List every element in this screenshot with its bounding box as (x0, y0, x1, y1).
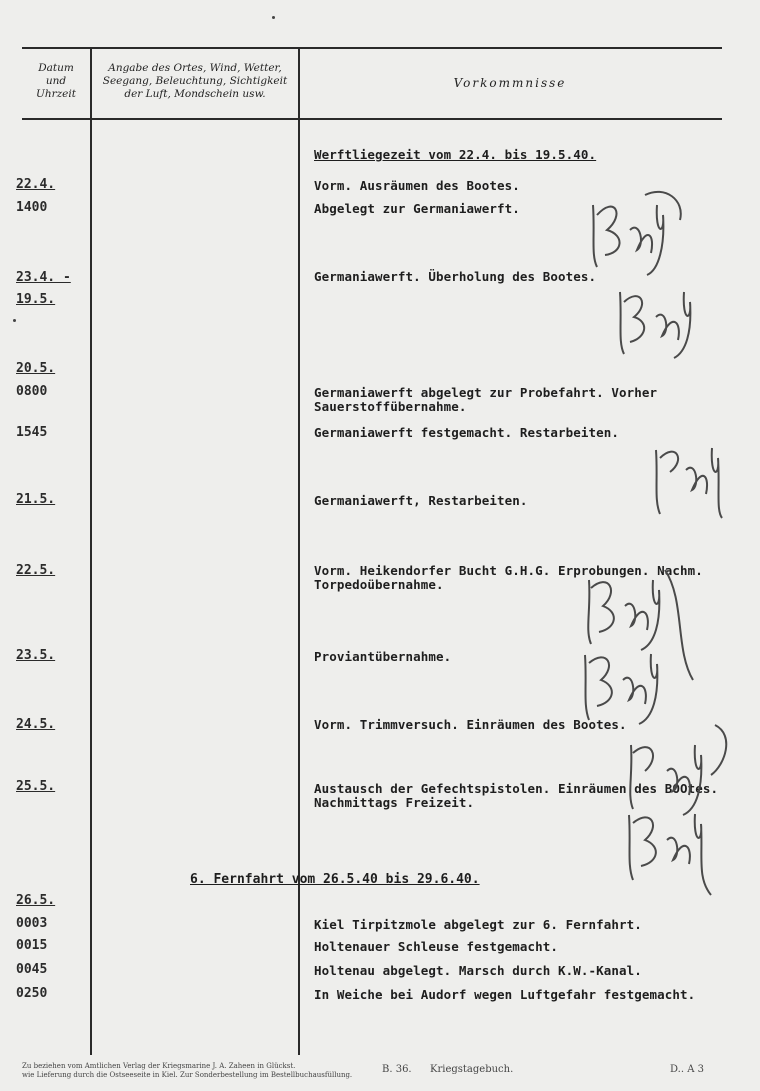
datum-0800: 0800 (16, 384, 48, 399)
entry-1400: Abgelegt zur Germaniawerft. (314, 201, 520, 216)
datum-0003: 0003 (16, 916, 48, 931)
header-datum: Datum und Uhrzeit (36, 62, 76, 100)
datum-1545: 1545 (16, 425, 48, 440)
entry-0003: Kiel Tirpitzmole abgelegt zur 6. Fernfahrt. (314, 917, 642, 932)
datum-0250: 0250 (16, 986, 48, 1001)
datum-0015: 0015 (16, 938, 48, 953)
footer-publisher-note: Zu beziehen vom Amtlichen Verlag der Kriegsmarine J. A. Zaheen in Glückst. wie Lieferung durch die Ostseeseite in Kiel. Zur Sonderbestellung im Bestellbuchausfüllung. (22, 1062, 353, 1079)
datum-26-5: 26.5. (16, 893, 56, 908)
mark-dot (13, 319, 16, 322)
entry-24-5: Vorm. Trimmversuch. Einräumen des Bootes. (314, 717, 627, 732)
column-divider-1 (90, 47, 92, 1055)
entry-22-4: Vorm. Ausräumen des Bootes. (314, 178, 520, 193)
signature-2 (610, 272, 710, 362)
datum-1400: 1400 (16, 200, 48, 215)
signature-4 (575, 560, 705, 730)
header-vorkommnisse: Vorkommnisse (453, 76, 567, 90)
entry-23-4: Germaniawerft. Überholung des Bootes. (314, 269, 597, 284)
datum-0045: 0045 (16, 962, 48, 977)
entry-23-5: Proviantübernahme. (314, 649, 452, 664)
signature-3 (650, 420, 735, 520)
entry-0250: In Weiche bei Audorf wegen Luftgefahr festgemacht. (314, 987, 696, 1002)
signature-1 (585, 175, 695, 285)
entry-22-5: Vorm. Heikendorfer Bucht G.H.G. Erprobungen. Nachm. Torpedoübernahme. (314, 563, 703, 592)
footer-code: D.. A 3 (670, 1064, 704, 1075)
datum-24-5: 24.5. (16, 717, 56, 732)
datum-21-5: 21.5. (16, 492, 56, 507)
entry-0800: Germaniawerft abgelegt zur Probefahrt. Vorher Sauerstoffübernahme. (314, 385, 658, 414)
section-6-fernfahrt: 6. Fernfahrt vom 26.5.40 bis 29.6.40. (190, 872, 480, 887)
mark-dot (272, 16, 275, 19)
header-ort: Angabe des Ortes, Wind, Wetter, Seegang, Beleuchtung, Sichtigkeit der Luft, Mondschein usw. (102, 62, 288, 100)
datum-23-5: 23.5. (16, 648, 56, 663)
entry-21-5: Germaniawerft, Restarbeiten. (314, 493, 528, 508)
entry-0045: Holtenau abgelegt. Marsch durch K.W.-Kanal. (314, 963, 642, 978)
datum-22-4: 22.4. (16, 177, 56, 192)
signature-5 (615, 715, 745, 900)
header-bottom-rule (22, 118, 722, 120)
datum-23-4: 23.4. - (16, 270, 71, 285)
footer-form-number: B. 36. (382, 1064, 412, 1075)
datum-22-5: 22.5. (16, 563, 56, 578)
datum-25-5: 25.5. (16, 779, 56, 794)
header-top-rule (22, 47, 722, 49)
entry-1545: Germaniawerft festgemacht. Restarbeiten. (314, 425, 620, 440)
datum-19-5: 19.5. (16, 292, 56, 307)
entry-0015: Holtenauer Schleuse festgemacht. (314, 939, 559, 954)
entry-25-5: Austausch der Gefechtspistolen. Einräumen des BOOtes. Nachmittags Freizeit. (314, 781, 719, 810)
column-divider-2 (298, 47, 300, 1055)
entry-werftliegezeit: Werftliegezeit vom 22.4. bis 19.5.40. (314, 147, 597, 162)
footer-form-title: Kriegstagebuch. (430, 1064, 514, 1075)
datum-20-5: 20.5. (16, 361, 56, 376)
